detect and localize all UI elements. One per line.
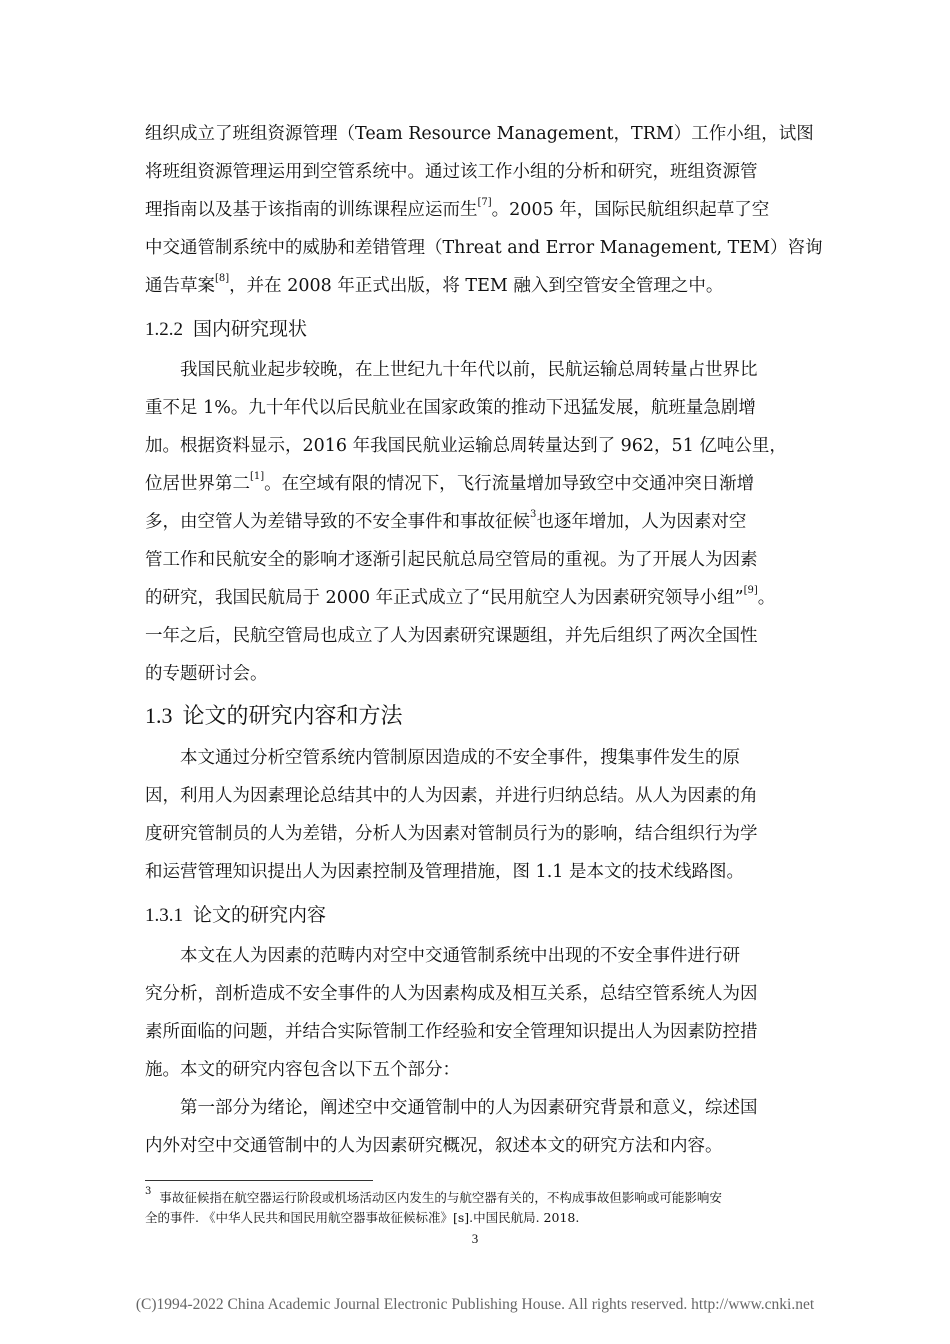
p1-line-3a: 理指南以及基于该指南的训练课程应运而生 xyxy=(145,200,478,220)
p2-line-4 xyxy=(145,472,754,496)
citation-1: [1] xyxy=(250,471,265,483)
section-title: 论文的研究内容和方法 xyxy=(182,704,403,729)
p2-line-7 xyxy=(145,586,775,610)
footnote-ref-3: 3 xyxy=(530,509,537,521)
citation-9: [9] xyxy=(743,585,758,597)
copyright-notice: (C)1994-2022 China Academic Journal Electronic Publishing House. All rights reserved. http://www.cnki.net xyxy=(135,1296,815,1313)
p2-line-3: 加。根据资料显示，2016 年我国民航业运输总周转量达到了 962，51 亿吨公里， xyxy=(145,436,787,456)
p4-line-1: 本文在人为因素的范畴内对空中交通管制系统中出现的不安全事件进行研 xyxy=(180,946,740,966)
p2-line-6: 管工作和民航安全的影响才逐渐引起民航总局空管局的重视。为了开展人为因素 xyxy=(145,550,758,570)
p1-line-5b: ，并在 2008 年正式出版，将 TEM 融入到空管安全管理之中。 xyxy=(229,276,724,296)
footnote-line-1 xyxy=(145,1185,722,1206)
p1-line-5a: 通告草案 xyxy=(145,276,215,296)
p1-line-3 xyxy=(145,198,769,222)
section-number: 1.3 xyxy=(145,703,173,728)
section-heading-1-3-1 xyxy=(145,902,326,929)
section-number: 1.3.1 xyxy=(145,905,183,926)
p2-line-4b: 。在空域有限的情况下，飞行流量增加导致空中交通冲突日渐增 xyxy=(264,474,755,494)
section-title: 国内研究现状 xyxy=(193,318,308,340)
p2-line-5b: 也逐年增加，人为因素对空 xyxy=(536,512,747,532)
footnote-divider xyxy=(145,1180,373,1181)
p4-line-2: 究分析，剖析造成不安全事件的人为因素构成及相互关系，总结空管系统人为因 xyxy=(145,984,758,1004)
citation-8: [8] xyxy=(215,273,230,285)
p3-line-4: 和运营管理知识提出人为因素控制及管理措施，图 1.1 是本文的技术线路图。 xyxy=(145,862,744,882)
p2-line-4a: 位居世界第二 xyxy=(145,474,250,494)
footnote-mark: 3 xyxy=(145,1185,152,1197)
p2-line-5a: 多，由空管人为差错导致的不安全事件和事故征候 xyxy=(145,512,530,532)
p1-line-5 xyxy=(145,274,723,298)
p1-line-1: 组织成立了班组资源管理（Team Resource Management，TRM）工作小组，试图 xyxy=(145,124,814,144)
p2-line-5 xyxy=(145,510,746,534)
footnote-line-2: 全的事件. 《中华人民共和国民用航空器事故征候标准》[s].中国民航局. 2018. xyxy=(145,1210,580,1225)
footnote-text-1: 事故征候指在航空器运行阶段或机场活动区内发生的与航空器有关的，不构成事故但影响或可能影响安 xyxy=(159,1190,722,1205)
p2-line-2: 重不足 1%。九十年代以后民航业在国家政策的推动下迅猛发展，航班量急剧增 xyxy=(145,398,756,418)
section-title: 论文的研究内容 xyxy=(193,904,327,926)
p2-line-1: 我国民航业起步较晚，在上世纪九十年代以前，民航运输总周转量占世界比 xyxy=(180,360,758,380)
section-heading-1-3 xyxy=(145,702,403,731)
section-number: 1.2.2 xyxy=(145,319,183,340)
citation-7: [7] xyxy=(477,197,492,209)
p2-line-7a: 的研究，我国民航局于 2000 年正式成立了“民用航空人为因素研究领导小组” xyxy=(145,588,744,608)
p2-line-8: 一年之后，民航空管局也成立了人为因素研究课题组，并先后组织了两次全国性 xyxy=(145,626,758,646)
section-heading-1-2-2 xyxy=(145,316,307,343)
p2-line-7b: 。 xyxy=(757,588,776,608)
p5-line-2: 内外对空中交通管制中的人为因素研究概况，叙述本文的研究方法和内容。 xyxy=(145,1136,723,1156)
p4-line-3: 素所面临的问题，并结合实际管制工作经验和安全管理知识提出人为因素防控措 xyxy=(145,1022,758,1042)
p5-line-1: 第一部分为绪论，阐述空中交通管制中的人为因素研究背景和意义，综述国 xyxy=(180,1098,758,1118)
p4-line-4: 施。本文的研究内容包含以下五个部分： xyxy=(145,1060,460,1080)
p3-line-1: 本文通过分析空管系统内管制原因造成的不安全事件，搜集事件发生的原 xyxy=(180,748,740,768)
page-number: 3 xyxy=(471,1231,479,1246)
p2-line-9: 的专题研讨会。 xyxy=(145,664,268,684)
p1-line-4: 中交通管制系统中的威胁和差错管理（Threat and Error Management, TEM）咨询 xyxy=(145,238,823,258)
p3-line-2: 因，利用人为因素理论总结其中的人为因素，并进行归纳总结。从人为因素的角 xyxy=(145,786,758,806)
p1-line-2: 将班组资源管理运用到空管系统中。通过该工作小组的分析和研究，班组资源管 xyxy=(145,162,758,182)
p3-line-3: 度研究管制员的人为差错，分析人为因素对管制员行为的影响，结合组织行为学 xyxy=(145,824,758,844)
p1-line-3b: 。2005 年，国际民航组织起草了空 xyxy=(491,200,770,220)
